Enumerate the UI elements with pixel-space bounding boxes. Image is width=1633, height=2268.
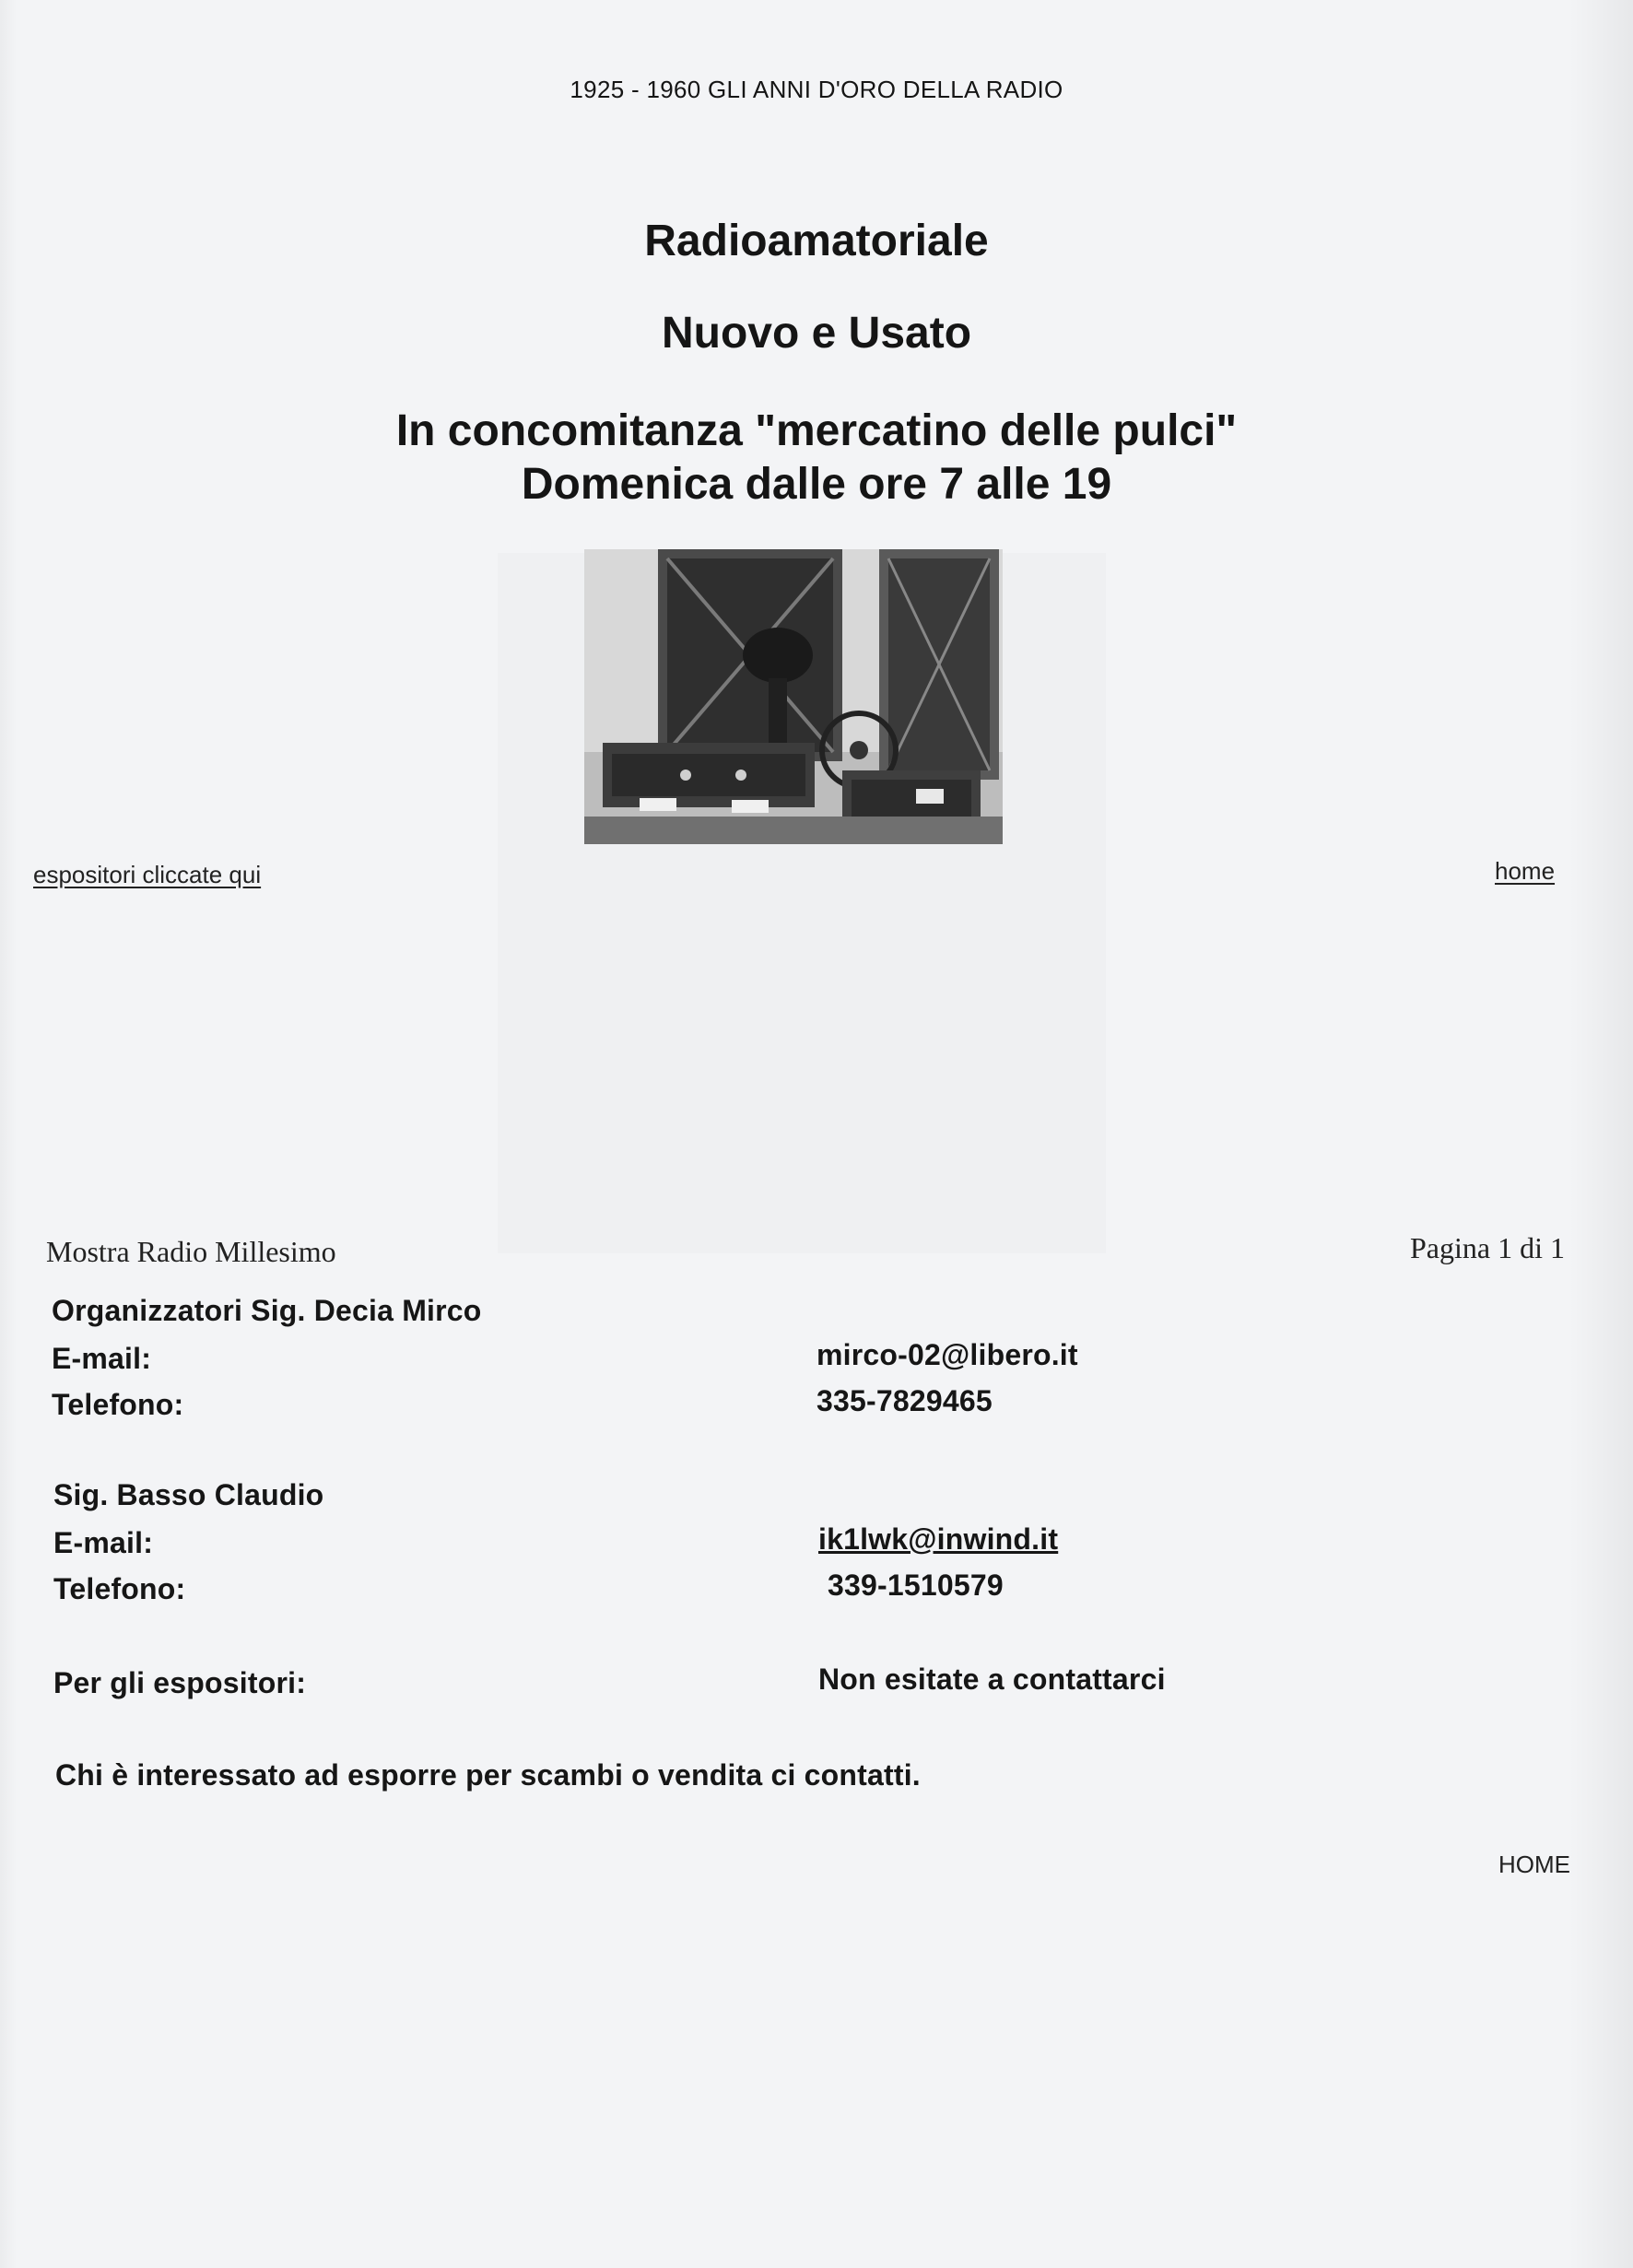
title-line-3: Nuovo e Usato [661,309,972,358]
exhibitors-link[interactable]: espositori cliccate qui [33,861,262,888]
organizer1-email-label: E-mail: [52,1342,152,1375]
site-name: Mostra Radio Millesimo [46,1235,336,1268]
exhibitors-text: Non esitate a contattarci [818,1663,1166,1696]
title-line-4: In concomitanza "mercatino delle pulci" [395,406,1238,455]
organizer1-email[interactable]: mirco-02@libero.it [816,1338,1078,1371]
home-link[interactable]: home [1495,857,1556,885]
home-bottom-link[interactable]: HOME [1498,1851,1570,1878]
organizer2-name: Sig. Basso Claudio [53,1478,324,1511]
organizer2-email-label: E-mail: [53,1526,154,1559]
organizer1-phone: 335-7829465 [816,1384,993,1417]
closing-text: Chi è interessato ad esporre per scambi o vendita ci contatti. [55,1758,921,1792]
organizer2-phone: 339-1510579 [828,1569,1004,1602]
title-line-5: Domenica dalle ore 7 alle 19 [521,460,1112,509]
page-number: Pagina 1 di 1 [1410,1231,1565,1264]
organizer1-phone-label: Telefono: [52,1388,184,1421]
radio-photo-svg [584,549,1003,844]
header-subtitle: 1925 - 1960 GLI ANNI D'ORO DELLA RADIO [570,76,1063,103]
organizer2-phone-label: Telefono: [53,1572,186,1605]
vintage-radio-photo [584,549,1003,844]
exhibitors-label: Per gli espositori: [53,1666,307,1699]
title-line-2: Radioamatoriale [644,217,989,265]
organizer1-name: Organizzatori Sig. Decia Mirco [52,1294,482,1327]
organizer2-email[interactable]: ik1lwk@inwind.it [818,1522,1059,1556]
